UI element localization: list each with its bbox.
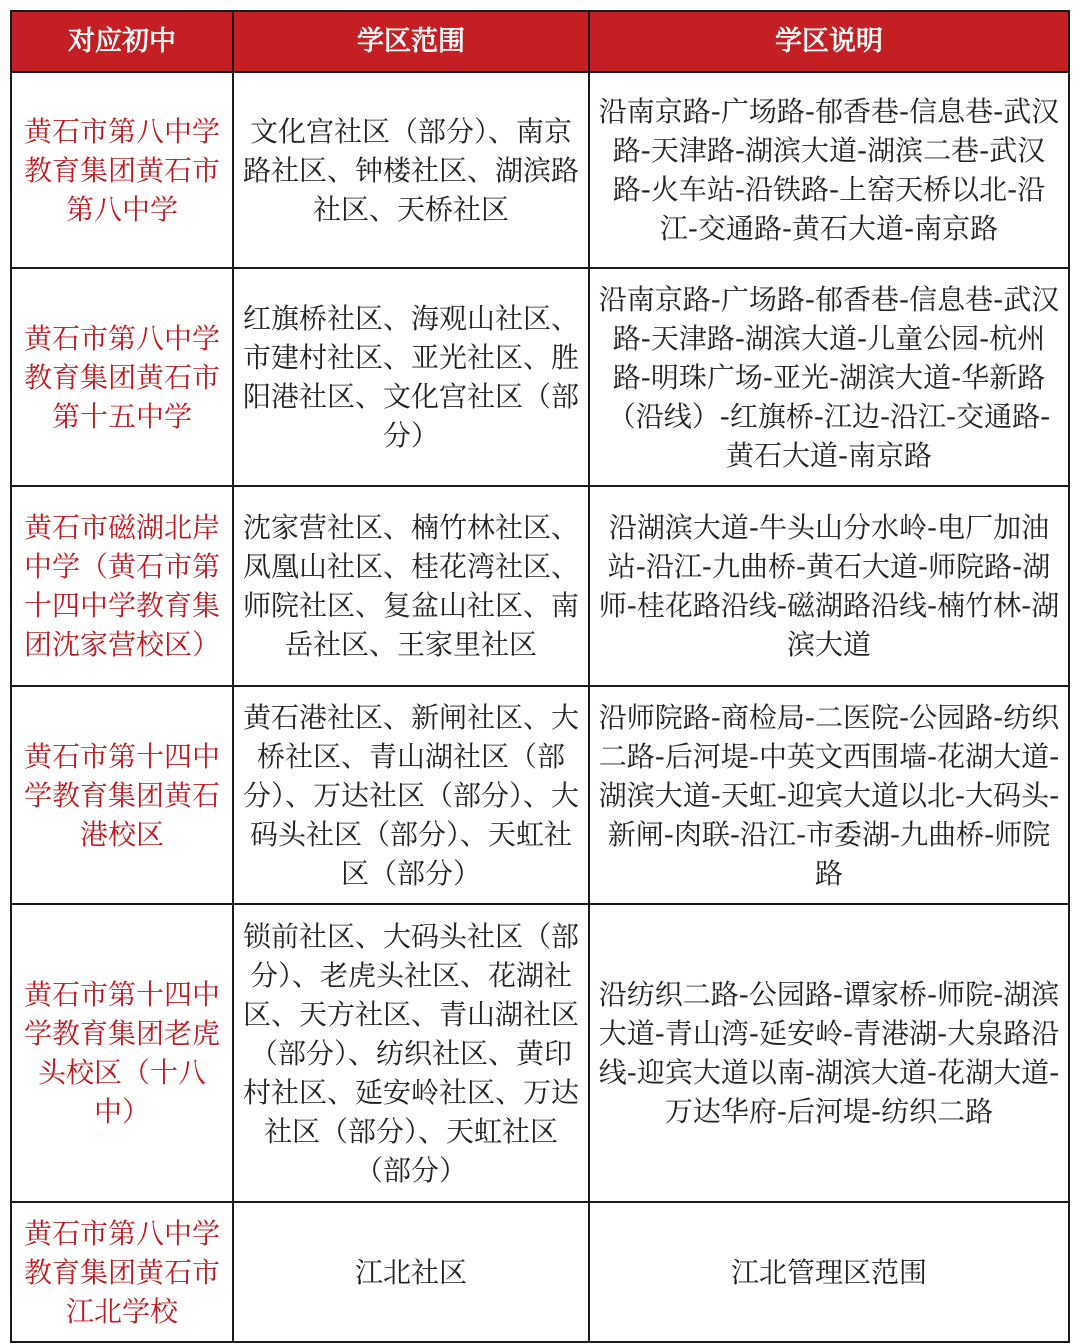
scope-cell: 江北社区 [233,1202,589,1342]
description-cell: 沿纺织二路-公园路-谭家桥-师院-湖滨大道-青山湾-延安岭-青港湖-大泉路沿线-迎宾大道以南-湖滨大道-花湖大道-万达华府-后河堤-纺织二路 [589,904,1069,1202]
description-cell: 江北管理区范围 [589,1202,1069,1342]
header-description: 学区说明 [589,11,1069,72]
header-scope: 学区范围 [233,11,589,72]
school-district-table-container [10,10,1068,1343]
scope-cell: 黄石港社区、新闸社区、大桥社区、青山湖社区（部分）、万达社区（部分）、大码头社区（部分）、天虹社区（部分） [233,686,589,904]
scope-cell: 红旗桥社区、海观山社区、市建村社区、亚光社区、胜阳港社区、文化宫社区（部分） [233,268,589,486]
table-row [11,686,1069,904]
table-row [11,72,1069,268]
table-row [11,904,1069,1202]
description-cell: 沿南京路-广场路-郁香巷-信息巷-武汉路-天津路-湖滨大道-儿童公园-杭州路-明珠广场-亚光-湖滨大道-华新路（沿线）-红旗桥-江边-沿江-交通路-黄石大道-南京路 [589,268,1069,486]
school-cell: 黄石市第十四中学教育集团黄石港校区 [11,686,233,904]
description-cell: 沿师院路-商检局-二医院-公园路-纺织二路-后河堤-中英文西围墙-花湖大道-湖滨大道-天虹-迎宾大道以北-大码头-新闸-肉联-沿江-市委湖-九曲桥-师院路 [589,686,1069,904]
table-row [11,486,1069,686]
table-row [11,1202,1069,1342]
table-row [11,268,1069,486]
scope-cell: 沈家营社区、楠竹林社区、凤凰山社区、桂花湾社区、师院社区、复盆山社区、南岳社区、王家里社区 [233,486,589,686]
school-cell: 黄石市第十四中学教育集团老虎头校区（十八中） [11,904,233,1202]
table-header-row [11,11,1069,72]
scope-cell: 锁前社区、大码头社区（部分）、老虎头社区、花湖社区、天方社区、青山湖社区（部分）、纺织社区、黄印村社区、延安岭社区、万达社区（部分）、天虹社区（部分） [233,904,589,1202]
school-cell: 黄石市第八中学教育集团黄石市第十五中学 [11,268,233,486]
school-district-table [10,10,1070,1343]
header-school: 对应初中 [11,11,233,72]
description-cell: 沿湖滨大道-牛头山分水岭-电厂加油站-沿江-九曲桥-黄石大道-师院路-湖师-桂花路沿线-磁湖路沿线-楠竹林-湖滨大道 [589,486,1069,686]
description-cell: 沿南京路-广场路-郁香巷-信息巷-武汉路-天津路-湖滨大道-湖滨二巷-武汉路-火车站-沿铁路-上窑天桥以北-沿江-交通路-黄石大道-南京路 [589,72,1069,268]
scope-cell: 文化宫社区（部分）、南京路社区、钟楼社区、湖滨路社区、天桥社区 [233,72,589,268]
school-cell: 黄石市第八中学教育集团黄石市第八中学 [11,72,233,268]
school-cell: 黄石市磁湖北岸中学（黄石市第十四中学教育集团沈家营校区） [11,486,233,686]
school-cell: 黄石市第八中学教育集团黄石市江北学校 [11,1202,233,1342]
